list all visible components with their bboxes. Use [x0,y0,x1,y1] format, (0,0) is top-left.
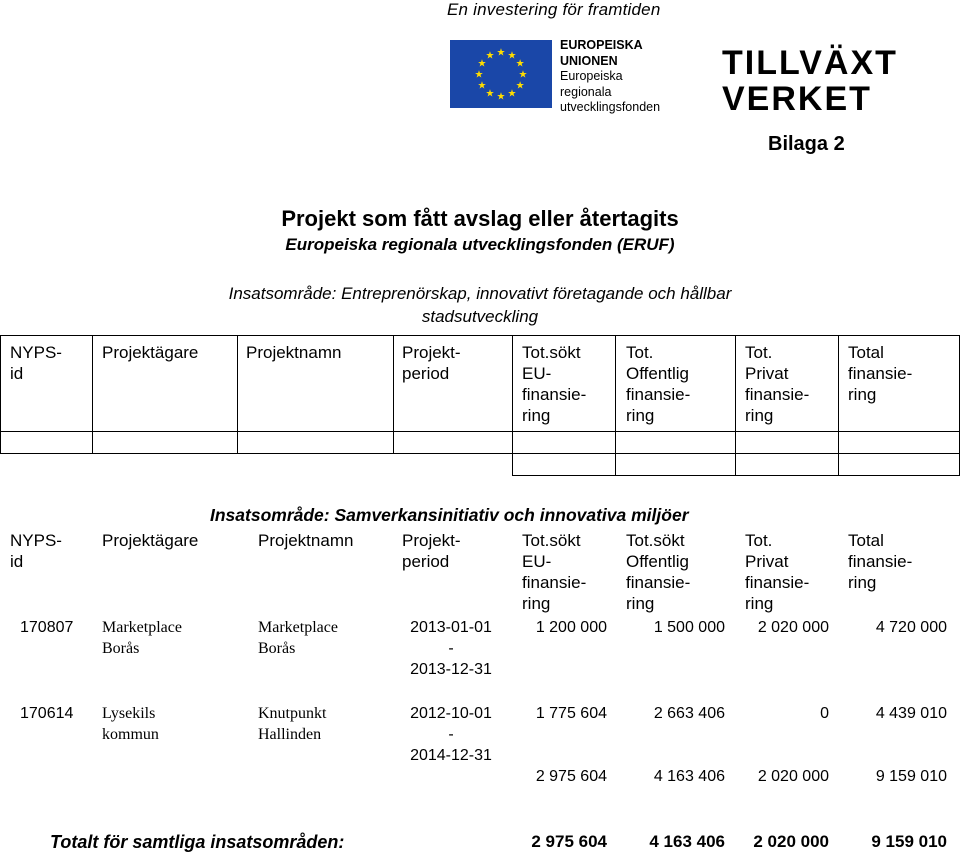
cell-line: 2014-12-31 [410,747,492,764]
header-line: period [402,552,450,571]
col-header-private [745,342,809,426]
header-line: Projektnamn [258,531,354,550]
col-header-id [10,342,62,384]
header-line: ring [745,406,774,425]
header-line: Projekt- [402,343,461,362]
eu-star-icon: ★ [496,47,506,59]
header-line: finansie- [848,364,913,383]
cell-line: Borås [102,640,140,657]
cell-line: Marketplace [258,619,338,636]
table-row-2-owner [102,703,159,745]
header-line: Projektägare [102,531,199,550]
table-border [393,335,394,454]
tillvaxtverket-logo-line2: VERKET [722,80,872,114]
subtotal-public: 4 163 406 [653,768,725,785]
header-line: Privat [745,552,789,571]
table-border [0,453,960,454]
header-line: ring [745,594,774,613]
s2-col-header-eu [522,530,586,614]
grand-total-label: Totalt för samtliga insatsområden: [50,832,345,852]
header-line: NYPS- [10,531,62,550]
page-subtitle: Europeiska regionala utvecklingsfonden (ERUF) [285,235,675,254]
header-line: Total [848,343,884,362]
col-header-public [626,342,690,426]
s2-col-header-private [745,530,809,614]
col-header-period [402,342,461,384]
cell-line: - [448,726,454,743]
header-line: ring [626,406,655,425]
eu-logo-line: regionala [560,84,612,99]
s2-col-header-period [402,530,461,572]
table-row-2-eu: 1 775 604 [535,705,607,722]
tagline: En investering för framtiden [447,0,661,19]
cell-line: - [448,640,454,657]
table-border [0,335,1,454]
eu-star-icon: ★ [477,80,487,92]
table-row-2-public: 2 663 406 [653,705,725,722]
header-line: ring [522,594,551,613]
header-line: NYPS- [10,343,62,362]
table-border [512,475,960,476]
tillvaxtverket-logo-line1: TILLVÄXT [722,44,898,82]
table-row-2-id: 170614 [20,705,74,722]
cell-line: Borås [258,640,296,657]
s2-col-header-public [626,530,690,614]
table-row-1-eu: 1 200 000 [535,619,607,636]
header-line: Projektnamn [246,343,342,362]
table-row-1-total: 4 720 000 [875,619,947,636]
cell-line: 2012-10-01 [410,705,492,722]
eu-logo-line: Europeiska [560,69,623,83]
header-line: Tot.sökt [522,343,581,362]
header-line: ring [522,406,551,425]
header-line: Projektägare [102,343,199,362]
table-border [92,335,93,454]
header-line: ring [848,573,877,592]
table-border [0,431,960,432]
grand-total-public: 4 163 406 [649,832,725,851]
eu-logo-line: UNIONEN [560,53,618,68]
cell-line: Lysekils [102,705,156,722]
header-line: Privat [745,364,789,383]
header-line: Tot. [745,343,773,362]
table-row-2-period [396,703,506,766]
s2-col-header-id [10,530,62,572]
table-row-1-period [396,617,506,680]
col-header-total [848,342,912,405]
s2-col-header-total [848,530,912,593]
eu-star-icon: ★ [515,58,525,70]
header-line: id [10,364,24,383]
cell-line: 2013-12-31 [410,661,492,678]
eu-star-icon: ★ [518,69,528,81]
header-line: finansie- [626,573,691,592]
header-line: finansie- [626,385,691,404]
header-line: Tot. [745,531,773,550]
eu-star-icon: ★ [496,91,506,103]
cell-line: kommun [102,726,159,743]
header-line: Tot.sökt [522,531,581,550]
attachment-label: Bilaga 2 [768,133,845,155]
section1-heading-line: Insatsområde: Entreprenörskap, innovativt företagande och hållbar [228,284,732,303]
eu-star-icon: ★ [515,80,525,92]
section1-heading-line: stadsutveckling [421,307,539,326]
header-line: Offentlig [626,552,690,571]
header-line: finansie- [522,573,587,592]
col-header-owner [102,342,198,363]
table-row-1-name [258,617,338,659]
section2-heading: Insatsområde: Samverkansinitiativ och innovativa miljöer [210,505,689,525]
eu-star-icon: ★ [474,69,484,81]
table-border [0,335,960,336]
section1-table [0,335,960,476]
header-line: Offentlig [626,364,690,383]
subtotal-eu: 2 975 604 [535,768,607,785]
col-header-name [246,342,341,363]
table-border [512,335,513,476]
eu-star-icon: ★ [507,88,517,100]
header-line: finansie- [522,385,587,404]
tillvaxtverket-logo [720,34,920,114]
table-row-2-name [258,703,326,745]
cell-line: 2013-01-01 [410,619,492,636]
header-line: finansie- [745,573,810,592]
header-line: ring [848,385,877,404]
table-border [838,335,839,476]
table-row-1-private: 2 020 000 [757,619,829,636]
eu-logo-text [560,38,660,116]
eu-star-icon: ★ [507,50,517,62]
eu-star-icon: ★ [477,58,487,70]
s2-col-header-name [258,530,353,551]
eu-star-icon: ★ [485,88,495,100]
eu-logo-line: utvecklingsfonden [560,100,661,114]
header-line: Tot.sökt [626,531,685,550]
table-border [237,335,238,454]
table-border [615,335,616,476]
table-row-2-total: 4 439 010 [875,705,947,722]
s2-col-header-owner [102,530,198,551]
section1-heading [120,282,840,328]
header-line: Tot. [626,343,654,362]
header-line: EU- [522,364,552,383]
table-row-1-id: 170807 [20,619,74,636]
header-line: Projekt- [402,531,461,550]
grand-total-private: 2 020 000 [753,832,829,851]
table-row-1-public: 1 500 000 [653,619,725,636]
table-row-1-owner [102,617,182,659]
eu-logo-line: EUROPEISKA [560,38,643,52]
header-line: Total [848,531,884,550]
table-row-2-private: 0 [820,705,829,722]
cell-line: Marketplace [102,619,182,636]
grand-total-total: 9 159 010 [871,832,947,851]
header-line: id [10,552,24,571]
page-title: Projekt som fått avslag eller återtagits [281,206,679,231]
eu-star-icon: ★ [485,50,495,62]
subtotal-private: 2 020 000 [757,768,829,785]
table-border [735,335,736,476]
cell-line: Hallinden [258,726,322,743]
header-line: finansie- [848,552,913,571]
cell-line: Knutpunkt [258,705,327,722]
col-header-eu [522,342,586,426]
header-line: EU- [522,552,552,571]
header-line: ring [626,594,655,613]
subtotal-total: 9 159 010 [875,768,947,785]
grand-total-eu: 2 975 604 [531,832,607,851]
eu-flag-logo [450,40,552,108]
header-line: period [402,364,450,383]
header-line: finansie- [745,385,810,404]
